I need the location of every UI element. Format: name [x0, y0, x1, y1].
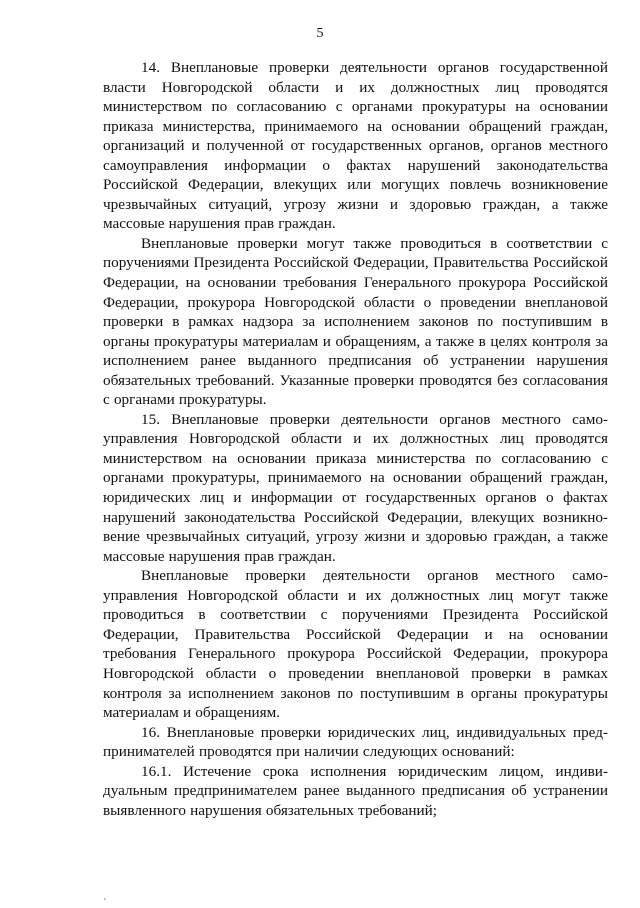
page-number: 5	[316, 26, 324, 41]
paragraph-15: 15. Внеплановые проверки деятельности органов местного само-управления Новгородской области и их должностных лиц проводятся министерством на основании приказа министерства по согласованию с органами прокуратуры, принимаемого на основании обращений граждан, юридических лиц и информации от государственных органов о фактах нарушений законодательства Российской Федерации, влекущих возникно-вение чрезвычайных ситуаций, угрозу жизни и здоровью граждан, а также массовые нарушения прав граждан.	[103, 410, 608, 565]
paragraph-14-continuation: Внеплановые проверки могут также проводиться в соответствии с поручениями Президента Российской Федерации, Правительства Российской Федерации, на основании требования Генерального прокурора Российской Федерации, прокурора Новгородской области о проведении внеплановой проверки в рамках надзора за исполнением законов по поступившим в органы прокуратуры материалам и обращениям, а также в целях контроля за исполнением ранее выданного предписания об устранении нарушения обязательных требований. Указанные проверки проводятся без согласования с органами прокуратуры.	[103, 234, 608, 409]
paragraph-15-continuation: Внеплановые проверки деятельности органов местного само-управления Новгородской области и их должностных лиц могут также проводиться в соответствии с поручениями Президента Российской Федерации, Правительства Российской Федерации и на основании требования Генерального прокурора Российской Федерации, прокурора Новгородской области о проведении внеплановой проверки в рамках контроля за исполнением законов по поступившим в органы прокуратуры материалам и обращениям.	[103, 567, 608, 722]
paragraph-14: 14. Внеплановые проверки деятельности органов государственной власти Новгородской области и их должностных лиц проводятся министерством по согласованию с органами прокуратуры на основании приказа министерства, принимаемого на основании обращений граждан, организаций и полученной от государственных органов, органов местного самоуправления информации о фактах нарушений законодательства Российской Федерации, влекущих или могущих повлечь возникновение чрезвычайных ситуаций, угрозу жизни и здоровью граждан, а также массовые нарушения прав граждан.	[103, 59, 608, 233]
document-body	[103, 58, 608, 820]
paragraph-16-1: 16.1. Истечение срока исполнения юридическим лицом, индиви-дуальным предпринимателем ранее выданного предписания об устранении выявленного нарушения обязательных требований;	[103, 762, 608, 819]
paragraph-16: 16. Внеплановые проверки юридических лиц, индивидуальных пред-принимателей проводятся при наличии следующих оснований:	[103, 723, 608, 761]
bottom-mark: '	[104, 897, 106, 908]
